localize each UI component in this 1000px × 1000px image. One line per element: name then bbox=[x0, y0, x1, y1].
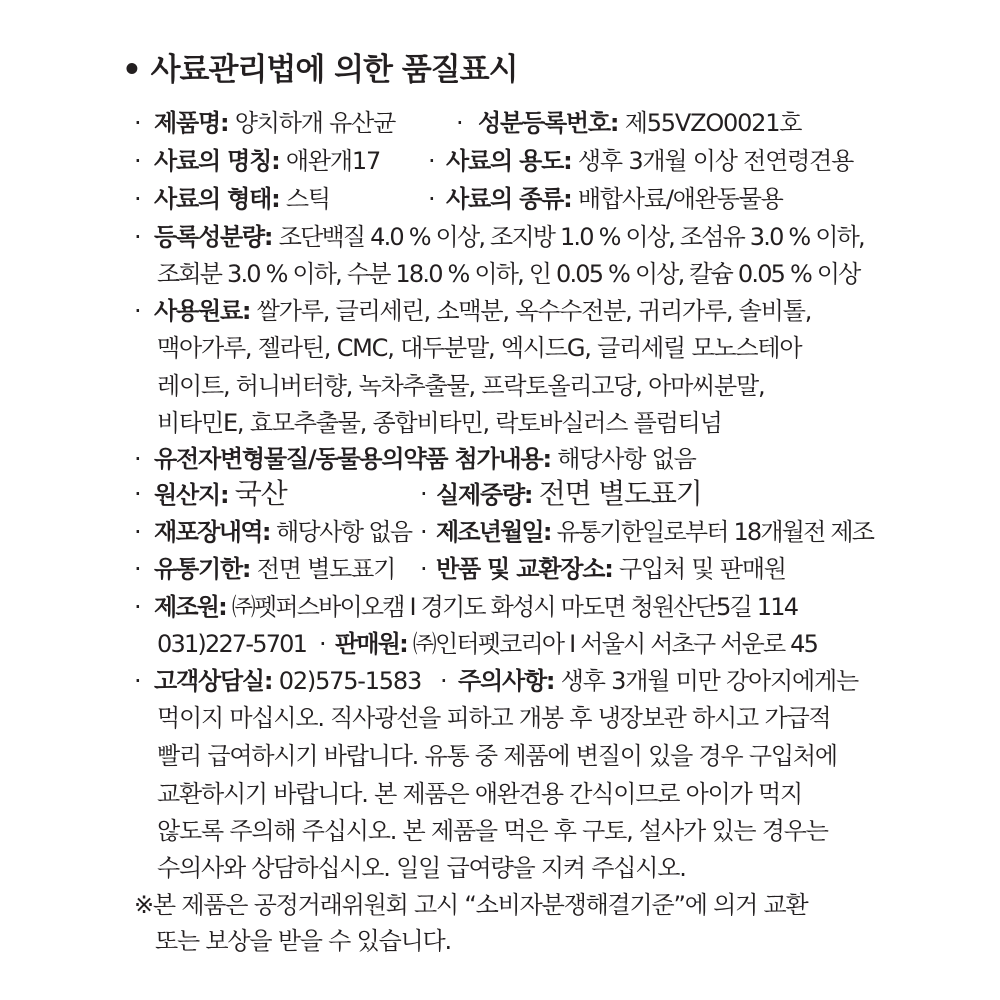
caution-value-cont: 먹이지 마십시오. 직사광선을 피하고 개봉 후 냉장보관 하시고 가급적 bbox=[157, 704, 831, 732]
net-weight-label: 실제중량: bbox=[436, 481, 533, 509]
caution-value-cont: 않도록 주의해 주십시오. 본 제품을 먹은 후 구토, 설사가 있는 경우는 bbox=[157, 817, 828, 845]
row-bullet: · bbox=[456, 109, 463, 137]
row-bullet: · bbox=[134, 185, 141, 213]
net-weight-value: 전면 별도표기 bbox=[538, 477, 702, 510]
row-bullet: · bbox=[428, 185, 435, 213]
gmo-label: 유전자변형물질/동물용의약품 첨가내용: bbox=[154, 445, 551, 473]
customer-service-label: 고객상담실: bbox=[154, 667, 273, 695]
row-bullet: · bbox=[420, 480, 427, 508]
feed-type-label: 사료의 종류: bbox=[446, 185, 572, 213]
repackaging-value: 해당사항 없음 bbox=[275, 518, 412, 546]
registration-no-label: 성분등록번호: bbox=[478, 109, 619, 137]
row-bullet: · bbox=[134, 555, 141, 583]
row-bullet: · bbox=[134, 480, 141, 508]
feed-use-value: 생후 3개월 이상 전연령견용 bbox=[577, 147, 854, 175]
product-name-label: 제품명: bbox=[154, 109, 229, 137]
product-name-value: 양치하개 유산균 bbox=[234, 109, 396, 137]
raw-materials-label: 사용원료: bbox=[154, 297, 251, 325]
row-bullet: · bbox=[134, 147, 141, 175]
feed-name-label: 사료의 명칭: bbox=[154, 147, 280, 175]
registration-no-value: 제55VZO0021호 bbox=[624, 109, 802, 137]
caution-value: 생후 3개월 미만 강아지에게는 bbox=[560, 667, 858, 695]
returns-value: 구입처 및 판매원 bbox=[619, 555, 786, 583]
row-bullet: · bbox=[134, 223, 141, 251]
feed-form-value: 스틱 bbox=[285, 185, 330, 213]
origin-label: 원산지: bbox=[154, 481, 229, 509]
registered-ingredients-value-cont: 조회분 3.0 % 이하, 수분 18.0 % 이하, 인 0.05 % 이상, 칼슘 0.05 % 이상 bbox=[157, 260, 860, 288]
raw-materials-value-cont: 맥아가루, 젤라틴, CMC, 대두분말, 엑시드G, 글리세릴 모노스테아 bbox=[157, 334, 802, 362]
customer-service-value: 02)575-1583 bbox=[278, 667, 422, 695]
seller-label: 판매원: bbox=[335, 630, 407, 658]
manufacturer-phone: 031)227-5701 bbox=[157, 630, 307, 658]
expiry-value: 전면 별도표기 bbox=[256, 555, 396, 583]
row-bullet: · bbox=[134, 593, 140, 621]
manufacture-date-value: 유통기한일로부터 18개월전 제조 bbox=[556, 518, 874, 546]
row-bullet: · bbox=[134, 445, 141, 473]
repackaging-label: 재포장내역: bbox=[154, 518, 270, 546]
registered-ingredients-value: 조단백질 4.0 % 이상, 조지방 1.0 % 이상, 조섬유 3.0 % 이하, bbox=[278, 223, 864, 251]
manufacturer-label: 제조원: bbox=[154, 593, 226, 621]
raw-materials-value: 쌀가루, 글리세린, 소맥분, 옥수수전분, 귀리가루, 솔비톨, bbox=[256, 297, 812, 325]
gmo-value: 해당사항 없음 bbox=[557, 445, 696, 473]
caution-label: 주의사항: bbox=[458, 667, 555, 695]
manufacturer-value: ㈜펫퍼스바이오캠 I 경기도 화성시 마도면 청원산단5길 114 bbox=[231, 593, 798, 621]
row-bullet: · bbox=[440, 667, 447, 695]
page-title: • 사료관리법에 의한 품질표시 bbox=[122, 52, 518, 88]
notice-text: ※본 제품은 공정거래위원회 고시 “소비자분쟁해결기준”에 의거 교환 bbox=[134, 891, 808, 919]
raw-materials-value-cont: 레이트, 허니버터향, 녹차추출물, 프락토올리고당, 아마씨분말, bbox=[157, 372, 765, 400]
raw-materials-value-cont: 비타민E, 효모추출물, 종합비타민, 락토바실러스 플럼티넘 bbox=[157, 409, 722, 437]
manufacture-date-label: 제조년월일: bbox=[436, 518, 551, 546]
feed-name-value: 애완개17 bbox=[285, 147, 381, 175]
row-bullet: · bbox=[134, 667, 141, 695]
row-bullet: · bbox=[319, 630, 325, 658]
feed-form-label: 사료의 형태: bbox=[154, 185, 280, 213]
row-bullet: · bbox=[420, 518, 427, 546]
feed-use-label: 사료의 용도: bbox=[446, 147, 572, 175]
notice-text-cont: 또는 보상을 받을 수 있습니다. bbox=[155, 927, 451, 955]
row-bullet: · bbox=[134, 518, 141, 546]
returns-label: 반품 및 교환장소: bbox=[436, 555, 613, 583]
row-bullet: · bbox=[134, 297, 141, 325]
caution-value-cont: 빨리 급여하시기 바랍니다. 유통 중 제품에 변질이 있을 경우 구입처에 bbox=[157, 742, 837, 770]
row-bullet: · bbox=[428, 147, 435, 175]
row-bullet: · bbox=[134, 109, 141, 137]
registered-ingredients-label: 등록성분량: bbox=[154, 223, 273, 251]
origin-value: 국산 bbox=[234, 477, 287, 510]
row-bullet: · bbox=[420, 555, 427, 583]
expiry-label: 유통기한: bbox=[154, 555, 251, 583]
caution-value-cont: 수의사와 상담하십시오. 일일 급여량을 지켜 주십시오. bbox=[157, 854, 686, 882]
feed-type-value: 배합사료/애완동물용 bbox=[577, 185, 783, 213]
caution-value-cont: 교환하시기 바랍니다. 본 제품은 애완견용 간식이므로 아이가 먹지 bbox=[157, 780, 802, 808]
seller-value: ㈜인터펫코리아 I 서울시 서초구 서운로 45 bbox=[412, 630, 818, 658]
